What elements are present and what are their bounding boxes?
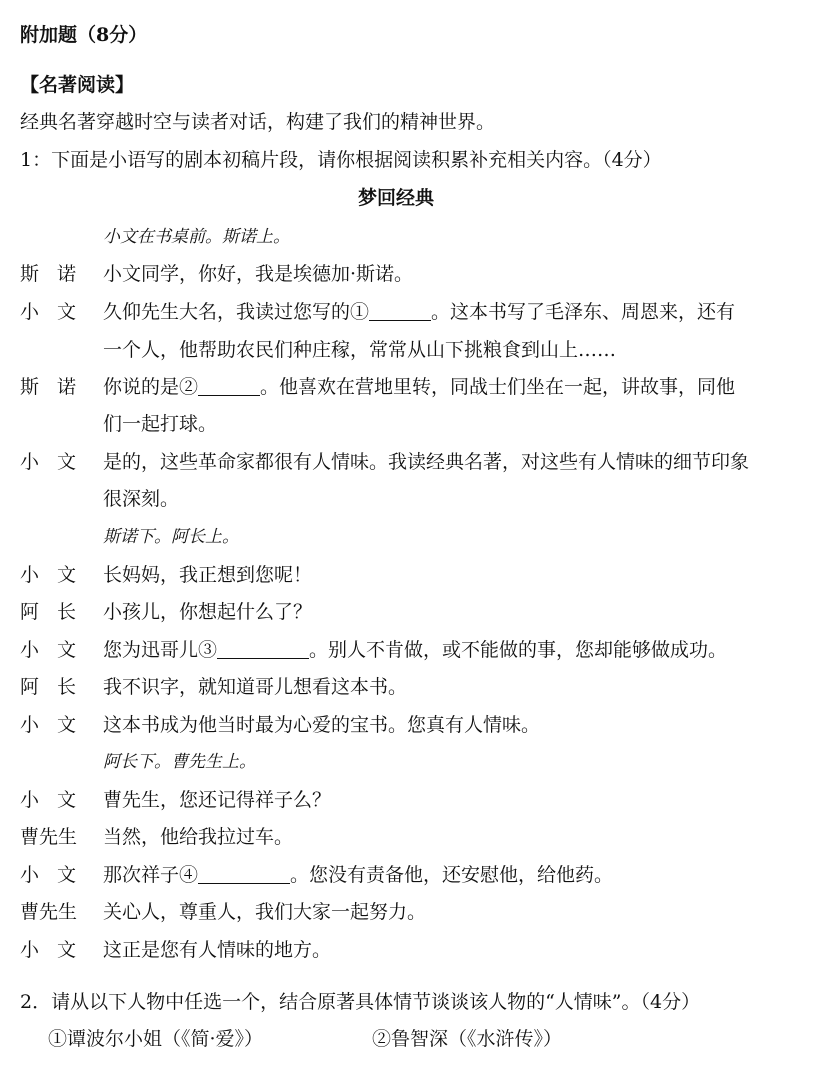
dialogue-line: 当然，他给我拉过车。 (103, 826, 294, 848)
speaker-name: 小文 (20, 451, 95, 473)
speaker-name: 曹先生 (20, 901, 78, 923)
dialogue-line: 这正是您有人情味的地方。 (103, 939, 332, 961)
stage-direction: 斯诺下。阿长上。 (103, 527, 239, 547)
speaker-name: 小文 (20, 864, 95, 886)
speaker-name: 阿长 (20, 676, 95, 698)
dialogue-line: 小孩儿，你想起什么了？ (103, 601, 313, 623)
question-2: 2．请从以下人物中任选一个，结合原著具体情节谈谈该人物的“人情味”。（4分） (20, 991, 701, 1013)
answer-blank-4[interactable] (198, 865, 290, 884)
speaker-name: 小文 (20, 714, 95, 736)
dialogue-line: 你说的是② 。他喜欢在营地里转，同战士们坐在一起，讲故事，同他 (103, 376, 736, 398)
dialogue-line: 久仰先生大名，我读过您写的① 。这本书写了毛泽东、周恩来，还有 (103, 301, 736, 323)
dialogue-line: 那次祥子④ 。您没有责备他，还安慰他，给他药。 (103, 864, 614, 886)
intro-text: 经典名著穿越时空与读者对话，构建了我们的精神世界。 (20, 111, 496, 133)
dialogue-continuation: 很深刻。 (103, 488, 180, 510)
speaker-name: 曹先生 (20, 826, 78, 848)
dialogue-line: 是的，这些革命家都很有人情味。我读经典名著，对这些有人情味的细节印象 (103, 451, 750, 473)
dialogue-continuation: 们一起打球。 (103, 413, 218, 435)
option-1: ①谭波尔小姐（《简·爱》） (48, 1028, 264, 1050)
speaker-name: 小文 (20, 639, 95, 661)
dialogue-line: 这本书成为他当时最为心爱的宝书。您真有人情味。 (103, 714, 541, 736)
dialogue-line: 长妈妈，我正想到您呢！ (103, 564, 313, 586)
dialogue-line: 您为迅哥儿③ 。别人不肯做，或不能做的事，您却能够做成功。 (103, 639, 728, 661)
dialogue-line: 曹先生，您还记得祥子么？ (103, 789, 332, 811)
question-1: 1：下面是小语写的剧本初稿片段，请你根据阅读积累补充相关内容。（4分） (20, 149, 662, 171)
speaker-name: 斯诺 (20, 376, 95, 398)
dialogue-line: 小文同学，你好，我是埃德加·斯诺。 (103, 263, 414, 285)
section-label: 【名著阅读】 (20, 74, 135, 96)
dialogue-continuation: 一个人，他帮助农民们种庄稼，常常从山下挑粮食到山上…… (103, 339, 617, 361)
stage-direction: 小文在书桌前。斯诺上。 (103, 227, 290, 247)
speaker-name: 小文 (20, 564, 95, 586)
speaker-name: 阿长 (20, 601, 95, 623)
dialogue-line: 我不识字，就知道哥儿想看这本书。 (103, 676, 408, 698)
speaker-name: 小文 (20, 301, 95, 323)
answer-blank-2[interactable] (198, 377, 260, 396)
speaker-name: 小文 (20, 939, 95, 961)
stage-direction: 阿长下。曹先生上。 (103, 752, 256, 772)
answer-blank-3[interactable] (217, 640, 309, 659)
play-title: 梦回经典 (358, 187, 435, 209)
bonus-heading: 附加题（8分） (20, 24, 148, 46)
dialogue-line: 关心人，尊重人，我们大家一起努力。 (103, 901, 427, 923)
speaker-name: 小文 (20, 789, 95, 811)
speaker-name: 斯诺 (20, 263, 95, 285)
answer-blank-1[interactable] (369, 302, 431, 321)
option-2: ②鲁智深（《水浒传》） (372, 1028, 563, 1050)
